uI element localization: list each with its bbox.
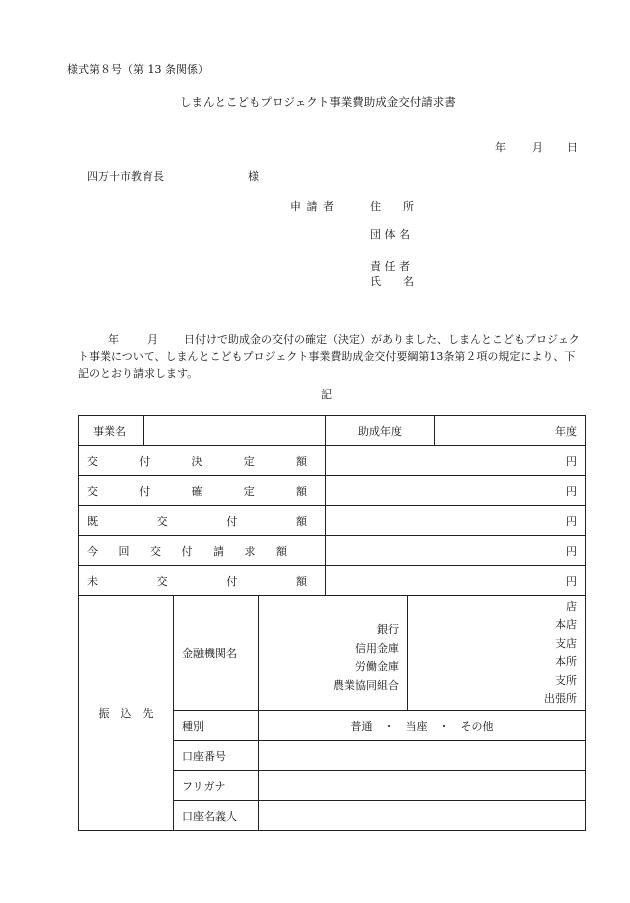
bank-option: 銀行 — [377, 623, 400, 636]
bank-option: 労働金庫 — [355, 660, 400, 673]
branch-option: 本所 — [555, 655, 578, 668]
body-month: 月 — [147, 333, 158, 346]
date-year: 年 — [495, 141, 506, 154]
document-title: しまんとこどもプロジェクト事業費助成金交付請求書 — [180, 95, 456, 109]
addressee-honorific: 様 — [248, 170, 259, 183]
branch-option: 本店 — [555, 618, 578, 631]
table-row — [79, 506, 586, 536]
fiscal-year-unit: 年度 — [555, 424, 578, 438]
applicant-address-label: 住 所 — [370, 200, 414, 213]
yen-unit: 円 — [566, 574, 578, 588]
project-name-value[interactable] — [144, 416, 326, 446]
amount-row-label: 未 交 付 額 — [79, 566, 326, 596]
applicant-rep-label-1: 責 任 者 — [370, 260, 410, 273]
table-row — [79, 596, 586, 711]
body-year: 年 — [108, 333, 119, 346]
amount-row-value[interactable] — [326, 506, 586, 536]
body-text: 日付けで助成金の交付の確定（決定）がありました、しまんとこどもプロジェクト事業について、しまんとこどもプロジェクト事業費助成金交付要綱第13条第２項の規定により、下記のとおり請求します。 — [78, 333, 580, 380]
date-month: 月 — [532, 141, 543, 154]
branch-option: 店 — [566, 599, 578, 613]
table-row — [79, 416, 586, 446]
yen-unit: 円 — [566, 454, 578, 468]
applicant-label: 申 請 者 — [290, 200, 335, 213]
bank-option: 信用金庫 — [355, 641, 400, 655]
account-number-label: 口座番号 — [174, 741, 259, 771]
amount-row-label: 交 付 確 定 額 — [79, 476, 326, 506]
addressee-name: 四万十市教育長 — [87, 170, 164, 183]
table-row — [79, 566, 586, 596]
account-holder-label: 口座名義人 — [174, 801, 259, 831]
applicant-rep-label-2: 氏 名 — [370, 275, 414, 288]
applicant-group-label: 団 体 名 — [370, 228, 410, 241]
bank-option: 農業協同組合 — [333, 678, 400, 692]
amount-row-value[interactable] — [326, 536, 586, 566]
grant-year-value[interactable] — [435, 416, 586, 446]
branch-option: 支店 — [555, 636, 578, 650]
account-type-label: 種別 — [174, 711, 259, 741]
form-number: 様式第８号（第 13 条関係） — [67, 63, 209, 76]
branch-type-list[interactable] — [408, 596, 586, 711]
branch-option: 支所 — [555, 673, 578, 687]
date-day: 日 — [567, 141, 578, 154]
table-row — [79, 446, 586, 476]
bank-type-list[interactable] — [259, 596, 408, 711]
branch-option: 出張所 — [544, 692, 578, 705]
project-name-label: 事業名 — [79, 416, 144, 446]
account-holder-field[interactable] — [259, 801, 586, 831]
grant-year-label: 助成年度 — [326, 416, 435, 446]
amount-row-label: 今 回 交 付 請 求 額 — [79, 536, 326, 566]
table-row — [79, 536, 586, 566]
table-row — [79, 476, 586, 506]
institution-label: 金融機関名 — [174, 596, 259, 711]
yen-unit: 円 — [566, 484, 578, 498]
amount-row-value[interactable] — [326, 566, 586, 596]
transfer-label: 振 込 先 — [79, 596, 174, 831]
account-number-field[interactable] — [259, 741, 586, 771]
furigana-field[interactable] — [259, 771, 586, 801]
furigana-label: フリガナ — [174, 771, 259, 801]
amount-row-label: 交 付 決 定 額 — [79, 446, 326, 476]
amount-row-value[interactable] — [326, 446, 586, 476]
amount-row-value[interactable] — [326, 476, 586, 506]
amount-row-label: 既 交 付 額 — [79, 506, 326, 536]
ki-heading: 記 — [321, 388, 332, 401]
yen-unit: 円 — [566, 544, 578, 558]
yen-unit: 円 — [566, 514, 578, 528]
request-table — [78, 415, 586, 831]
account-type-options[interactable]: 普通 ・ 当座 ・ その他 — [259, 711, 586, 741]
request-body — [78, 331, 585, 382]
